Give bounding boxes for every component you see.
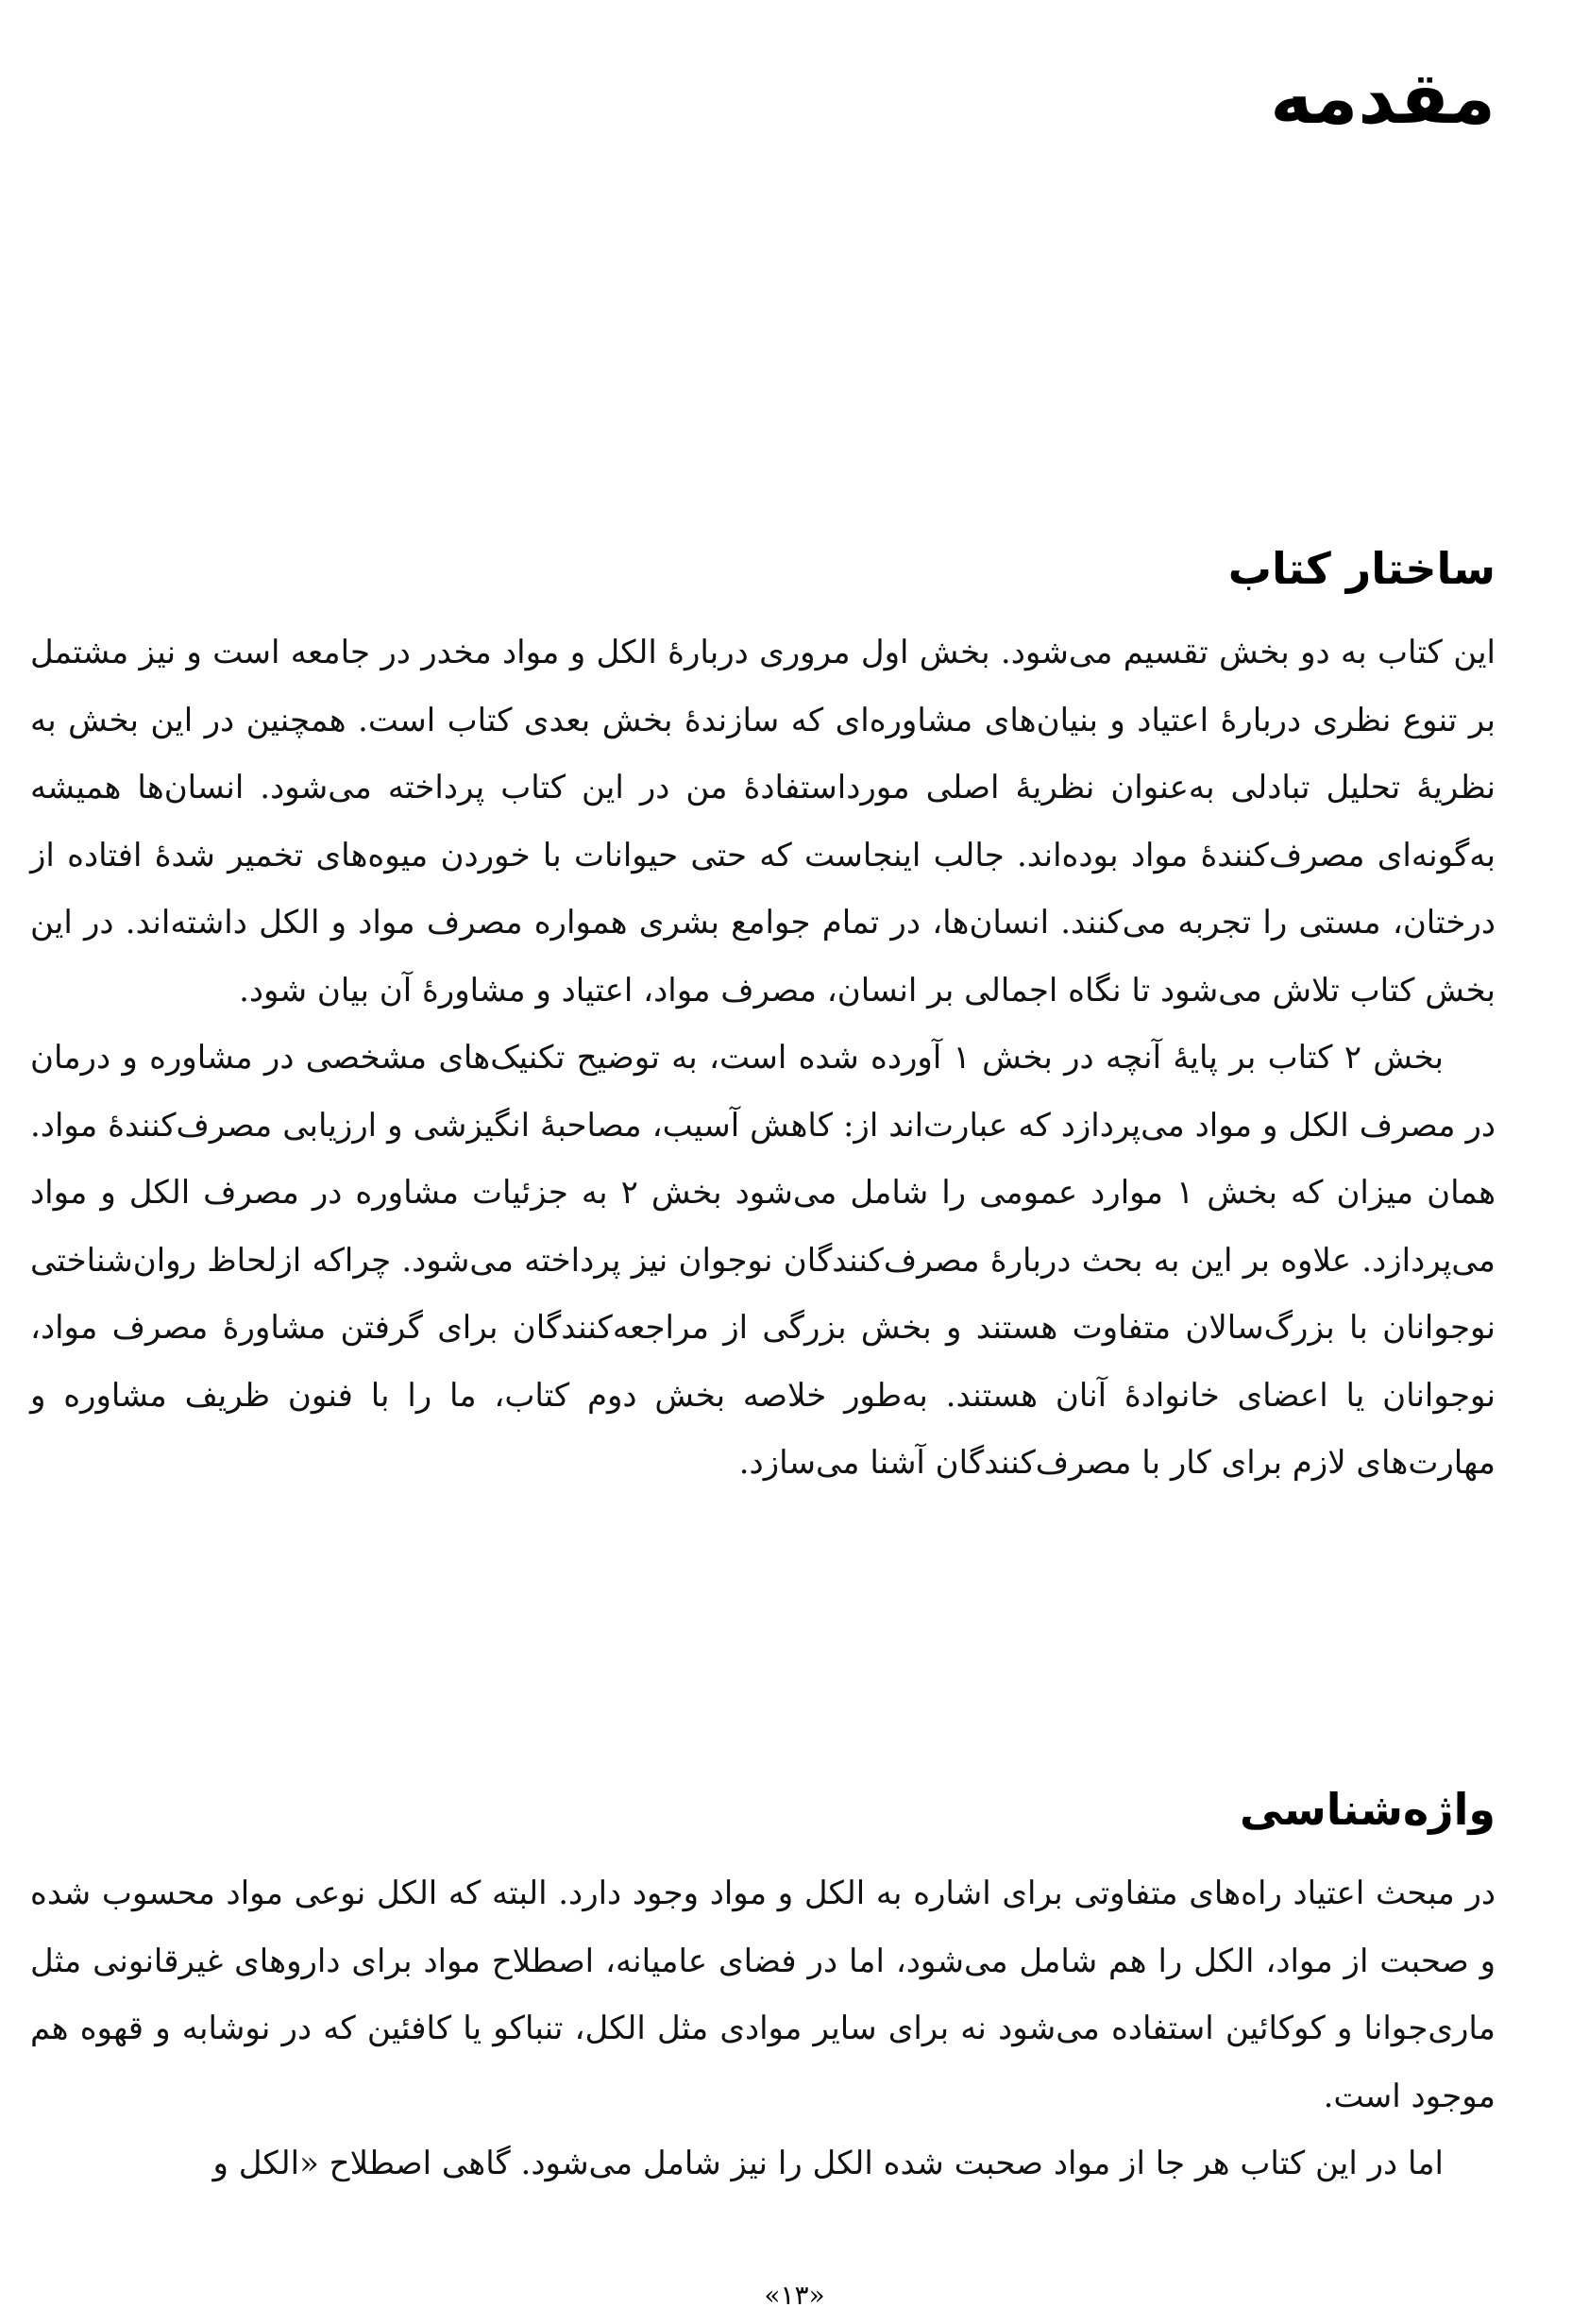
section-heading: واژه‌شناسی [1239,1784,1496,1835]
paragraph: اما در این کتاب هر جا از مواد صحبت شده الکل را نیز شامل می‌شود. گاهی اصطلاح «الکل و [212,2145,1444,2182]
page-number: «۱۳» [764,2280,825,2311]
chapter-title: مقدمه [1270,56,1496,140]
paragraph: این کتاب به دو بخش تقسیم می‌شود. بخش اول مروری دربارهٔ الکل و مواد مخدر در جامعه است و نیز مشتمل بر تنوع نظری دربارهٔ اعتیاد و بنیان‌های مشاوره‌ای که سازندهٔ بخش بعدی کتاب است. همچنین در این بخش به نظریهٔ تحلیل تبادلی به‌عنوان نظریهٔ اصلی مورداستفادهٔ من در این کتاب پرداخته می‌شود. انسان‌ها همیشه به‌گونه‌ای مصرف‌کنندهٔ مواد بوده‌اند. جالب اینجاست که حتی حیوانات با خوردن میوه‌های تخمیر شدهٔ افتاده از درختان، مستی را تجربه می‌کنند. انسان‌ها، در تمام جوامع بشری همواره مصرف مواد و الکل داشته‌اند. در این بخش کتاب تلاش می‌شود تا نگاه اجمالی بر انسان، مصرف مواد، اعتیاد و مشاورهٔ آن بیان شود. [30,634,1496,1009]
section-heading: ساختار کتاب [1227,543,1496,594]
paragraph: در مبحث اعتیاد راه‌های متفاوتی برای اشاره به الکل و مواد وجود دارد. البته که الکل نوعی مواد محسوب شده و صحبت از مواد، الکل را هم شامل می‌شود، اما در فضای عامیانه، اصطلاح مواد برای داروهای غیرقانونی مثل ماری‌جوانا و کوکائین استفاده می‌شود نه برای سایر موادی مثل الکل، تنباکو یا کافئین که در نوشابه و قهوه هم موجود است. [30,1874,1496,2115]
paragraph: بخش ۲ کتاب بر پایهٔ آنچه در بخش ۱ آورده شده است، به توضیح تکنیک‌های مشخصی در مشاوره و درمان در مصرف الکل و مواد می‌پردازد که عبارت‌اند از: کاهش آسیب، مصاحبهٔ انگیزشی و ارزیابی مصرف‌کنندهٔ مواد. همان میزان که بخش ۱ موارد عمومی را شامل می‌شود بخش ۲ به جزئیات مشاوره در مصرف الکل و مواد می‌پردازد. علاوه بر این به بحث دربارهٔ مصرف‌کنندگان نوجوان نیز پرداخته می‌شود. چراکه ازلحاظ روان‌شناختی نوجوانان با بزرگ‌سالان متفاوت هستند و بخش بزرگی از مراجعه‌کنندگان برای گرفتن مشاورهٔ مصرف مواد، نوجوانان یا اعضای خانوادهٔ آنان هستند. به‌طور خلاصه بخش دوم کتاب، ما را با فنون ظریف مشاوره و مهارت‌های لازم برای کار با مصرف‌کنندگان آشنا می‌سازد. [30,1039,1496,1482]
section-book-structure [30,534,1496,1498]
section-terminology [30,1775,1496,2198]
